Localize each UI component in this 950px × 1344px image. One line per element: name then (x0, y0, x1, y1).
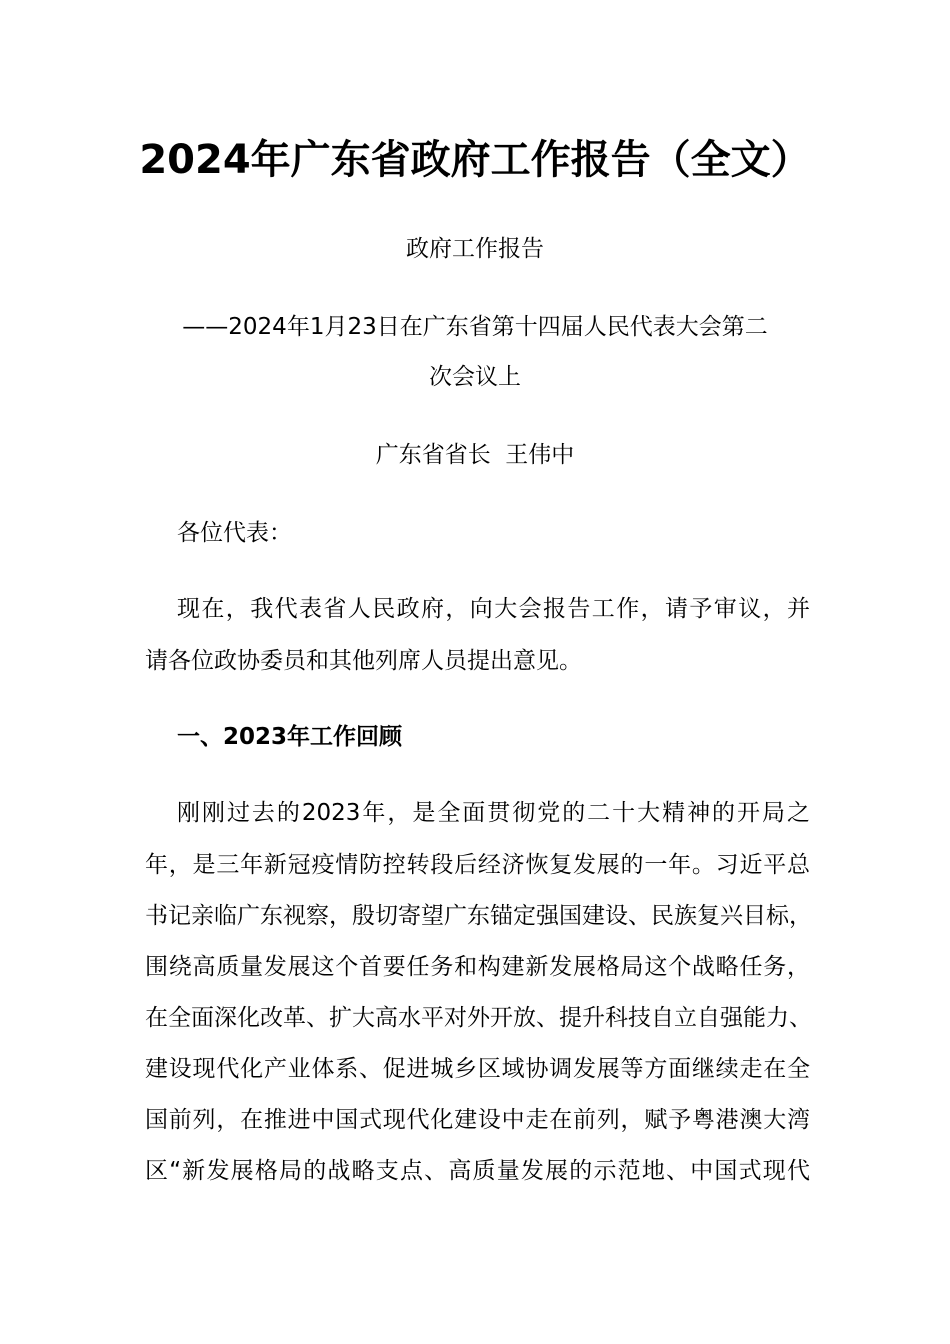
author-line: 广东省省长 王伟中 (375, 442, 575, 468)
paragraph-line: 区“新发展格局的战略支点、高质量发展的示范地、中国式现代 (145, 1158, 810, 1184)
occasion-line-2: 次会议上 (429, 364, 521, 390)
paragraph-line: 围绕高质量发展这个首要任务和构建新发展格局这个战略任务， (145, 954, 810, 980)
intro-line: 请各位政协委员和其他列席人员提出意见。 (145, 648, 582, 674)
paragraph-line: 书记亲临广东视察，殷切寄望广东锚定强国建设、民族复兴目标， (145, 903, 812, 929)
document-title: 2024年广东省政府工作报告（全文） (139, 137, 811, 183)
salutation: 各位代表： (177, 520, 292, 546)
report-subtitle: 政府工作报告 (406, 236, 544, 262)
paragraph-line: 在全面深化改革、扩大高水平对外开放、提升科技自立自强能力、 (145, 1005, 812, 1031)
paragraph-line: 刚刚过去的2023年，是全面贯彻党的二十大精神的开局之 (177, 800, 810, 826)
paragraph-line: 年，是三年新冠疫情防控转段后经济恢复发展的一年。习近平总 (145, 852, 810, 878)
intro-line: 现在，我代表省人民政府，向大会报告工作，请予审议，并 (177, 596, 810, 622)
paragraph-line: 建设现代化产业体系、促进城乡区域协调发展等方面继续走在全 (145, 1056, 810, 1082)
section-heading: 一、2023年工作回顾 (177, 724, 403, 750)
occasion-line-1: ——2024年1月23日在广东省第十四届人民代表大会第二 (182, 314, 768, 340)
paragraph-line: 国前列，在推进中国式现代化建设中走在前列，赋予粤港澳大湾 (145, 1107, 810, 1133)
